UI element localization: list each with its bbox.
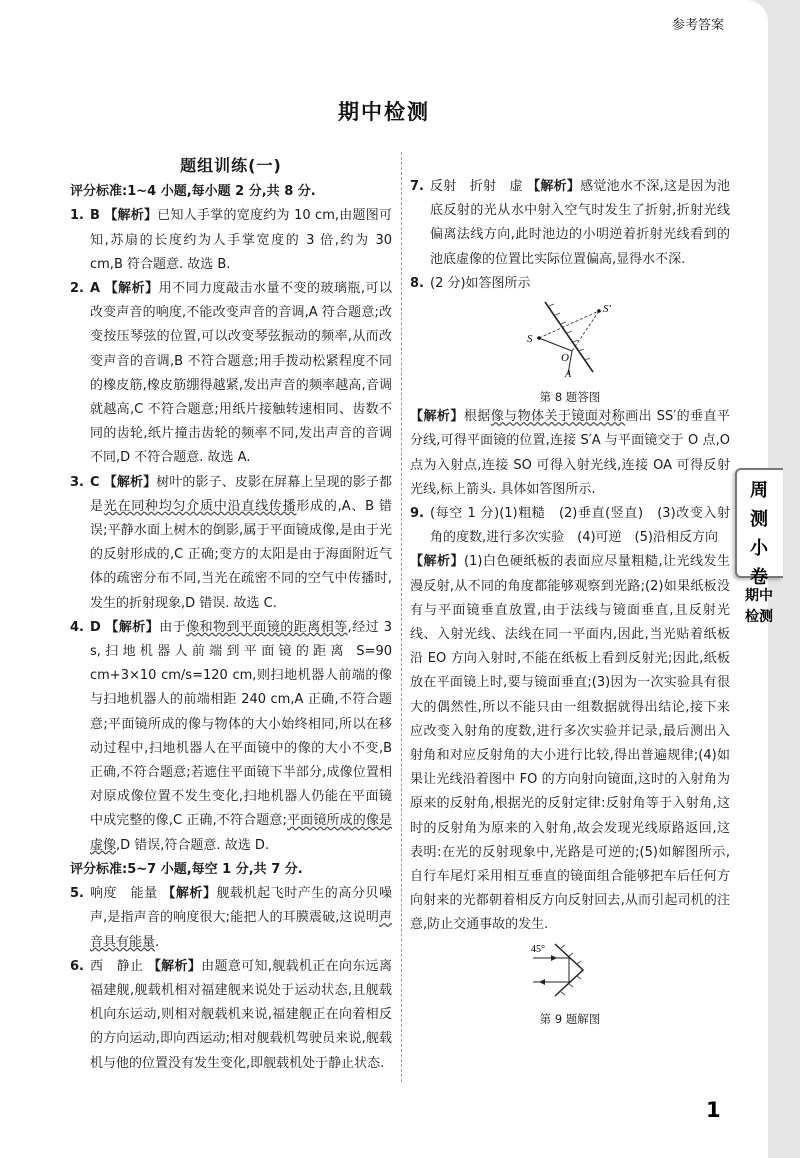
question-8-analysis bbox=[410, 405, 730, 502]
question-3 bbox=[70, 471, 392, 616]
question-number: 4. bbox=[70, 619, 84, 635]
key-point-underline: 平面镜所成的像是虚像 bbox=[90, 813, 392, 853]
page-number: 1 bbox=[706, 1098, 721, 1122]
key-point-underline: 声音具有能量 bbox=[90, 910, 392, 950]
question-8 bbox=[410, 272, 730, 296]
side-section-label: 期中检测 bbox=[745, 588, 773, 625]
analysis-tag: 【解析】 bbox=[103, 474, 157, 490]
analysis-text: 画出 SS′的垂直平分线,可得平面镜的位置,连接 S′A 与平面镜交于 O 点,O 点为入射点,连接 SO 可得入射光线,连接 OA 可得反射光线,标上箭头. 具体如答图所示. bbox=[410, 409, 730, 497]
analysis-tag: 【解析】 bbox=[162, 886, 217, 902]
key-point-underline: 像与物体关于镜面对称 bbox=[490, 409, 626, 425]
answer: C bbox=[90, 474, 100, 490]
section-title: 题组训练(一) bbox=[180, 156, 282, 175]
analysis-tag: 【解析】 bbox=[147, 958, 202, 974]
angle-label: 45° bbox=[531, 943, 545, 955]
question-number: 1. bbox=[70, 208, 84, 224]
answer: 响度 能量 bbox=[90, 886, 158, 902]
question-9-analysis bbox=[410, 550, 730, 937]
question-4 bbox=[70, 616, 392, 858]
analysis-text: 舰载机起飞时产生的高分贝噪声,是指声音的响度很大;能把人的耳膜震破,这说明 bbox=[90, 886, 392, 926]
question-head: (每空 1 分)(1)粗糙 (2)垂直(竖直) (3)改变入射角的度数,进行多次实验 (4)可逆 (5)沿相反方向 bbox=[430, 506, 730, 546]
label-s-prime: S′ bbox=[603, 303, 611, 316]
question-1 bbox=[70, 204, 392, 277]
question-number: 7. bbox=[410, 179, 424, 194]
question-7 bbox=[410, 175, 730, 272]
question-2 bbox=[70, 277, 392, 471]
question-number: 8. bbox=[410, 275, 424, 291]
analysis-text: 用不同力度敲击水量不变的玻璃瓶,可以改变声音的响度,不能改变声音的音调,A 符合题意;改变按压琴弦的位置,可以改变琴弦振动的频率,从而改变声音的音调,B 不符合题意;用手拨动松紧程度不同的橡皮筋,橡皮筋绷得越紧,发出声音的频率越高,音调就越高,C 不符合题意;用纸片接触转速相同、齿数不同的齿轮,纸片撞击齿轮的频率不同,发出声音的音调不同,D 不符合题意. 故选 A. bbox=[90, 281, 392, 466]
analysis-text: 由于 bbox=[159, 619, 187, 635]
analysis-text: ,D 错误,符合题意. 故选 D. bbox=[116, 837, 269, 853]
figure-9 bbox=[410, 940, 730, 1009]
question-5 bbox=[70, 882, 392, 955]
analysis-tag: 【解析】 bbox=[410, 409, 464, 425]
analysis-tag: 【解析】 bbox=[104, 281, 159, 297]
scoring-standard-1: 评分标准:1~4 小题,每小题 2 分,共 8 分. bbox=[70, 184, 316, 200]
page-title: 期中检测 bbox=[338, 100, 430, 124]
question-number: 3. bbox=[70, 474, 84, 490]
header-label: 参考答案 bbox=[671, 18, 724, 33]
analysis-text: 已知人手掌的宽度约为 10 cm,由题图可知,苏扇的长度约为人手掌宽度的 3 倍,约为 30 cm,B 符合题意. 故选 B. bbox=[90, 208, 392, 272]
column-divider bbox=[401, 152, 402, 1082]
analysis-text: 根据 bbox=[463, 409, 491, 425]
analysis-text: ,经过 3 s,扫地机器人前端到平面镜的距离 S=90 cm+3×10 cm/s=120 cm,则扫地机器人前端的像与扫地机器人的前端相距 240 cm,A 正确,不符合题意;平面镜所成的像与物体的大小始终相同,所以在移动过程中,扫地机器人在平面镜中的像的大小不变,B 正确,不符合题意;若遮住平面镜下半部分,成像位置相对原成像位置不发生变化,扫地机器人仍能在平面镜中成完整的像,C 正确,不符合题意; bbox=[90, 619, 392, 829]
answer: 反射 折射 虚 bbox=[430, 179, 523, 194]
analysis-tag: 【解析】 bbox=[410, 554, 464, 570]
answer: 西 静止 bbox=[90, 958, 144, 974]
label-o: O bbox=[561, 352, 569, 365]
question-number: 5. bbox=[70, 886, 84, 902]
question-head: (2 分)如答图所示 bbox=[430, 275, 531, 291]
question-number: 9. bbox=[410, 506, 424, 522]
analysis-text: 感觉池水不深,这是因为池底反射的光从水中射入空气时发生了折射,折射光线偏离法线方向,此时池边的小明逆着折射光线看到的池底虚像的位置比实际位置偏高,显得水不深. bbox=[430, 179, 730, 267]
question-6 bbox=[70, 955, 392, 1076]
answer: B bbox=[90, 208, 100, 224]
label-a: A bbox=[565, 369, 572, 379]
figure-8 bbox=[410, 298, 730, 387]
analysis-tag: 【解析】 bbox=[105, 619, 160, 635]
left-column bbox=[70, 150, 392, 1076]
side-tab bbox=[735, 468, 783, 588]
answer: D bbox=[90, 619, 101, 635]
question-9 bbox=[410, 502, 730, 550]
question-number: 2. bbox=[70, 281, 84, 297]
corner-reflector-diagram-q9 bbox=[525, 940, 615, 1000]
analysis-text: (1)白色硬纸板的表面应尽量粗糙,让光线发生漫反射,从不同的角度都能够观察到光路;(2)如果纸板没有与平面镜垂直放置,由于法线与镜面垂直,且反射光线、入射光线、法线在同一平面内,因此,当光贴着纸板沿 EO 方向入射时,不能在纸板上看到反射光;因此,纸板放在平面镜上时,要与镜面垂直;(3)因为一次实验具有很大的偶然性,所以不能只由一组数据就得出结论,接下来应改变入射角的度数,进行多次实验并记录,最后测出入射角和对应反射角的大小进行比较,得出普遍规律;(4)如果让光线沿着图中 FO 的方向射向镜面,这时的入射角为原来的反射角,根据光的反射定律:反射角等于入射角,这时的反射角为原来的入射角,故会发现光线原路返回,这表明:在光的反射现象中,光路是可逆的;(5)如解图所示,自行车尾灯采用相互垂直的镜面组合能够把车后任何方向射来的光都朝着相反方向反射回去,从而引起司机的注意,防止交通事故的发生. bbox=[410, 554, 730, 933]
figure-9-caption: 第 9 题解图 bbox=[539, 1011, 601, 1026]
key-point-underline: 光在同种均匀介质中沿直线传播 bbox=[103, 498, 297, 514]
analysis-text: 形成的,A、B 错误;平静水面上树木的倒影,属于平面镜成像,是由于光的反射形成的,C 正确;变方的太阳是由于海面附近气体的疏密分布不同,当光在疏密不同的空气中传播时,发生的折射现象,D 错误. 故选 C. bbox=[90, 498, 392, 611]
scoring-standard-2: 评分标准:5~7 小题,每空 1 分,共 7 分. bbox=[70, 861, 303, 877]
key-point-underline: 像和物到平面镜的距离相等 bbox=[186, 619, 348, 635]
right-column bbox=[410, 1, 730, 1027]
figure-8-caption: 第 8 题答图 bbox=[539, 390, 601, 405]
side-tab-label: 周测小卷 bbox=[750, 480, 768, 588]
mirror-diagram-q8 bbox=[505, 298, 635, 378]
analysis-tag: 【解析】 bbox=[104, 208, 158, 224]
analysis-text: 树叶的影子、皮影在屏幕上呈现的影子都是 bbox=[90, 474, 392, 514]
analysis-tag: 【解析】 bbox=[527, 179, 581, 194]
label-s: S bbox=[527, 333, 533, 346]
analysis-text: 由题意可知,舰载机正在向东远离福建舰,舰载机相对福建舰来说处于运动状态,且舰载机向东运动,则相对舰载机来说,福建舰正在向着相反的方向运动,即向西运动;相对舰载机驾驶员来说,舰载机与他的位置没有发生变化,即舰载机处于静止状态. bbox=[90, 958, 392, 1071]
question-number: 6. bbox=[70, 958, 84, 974]
answer: A bbox=[90, 281, 101, 297]
analysis-text: . bbox=[155, 934, 160, 950]
